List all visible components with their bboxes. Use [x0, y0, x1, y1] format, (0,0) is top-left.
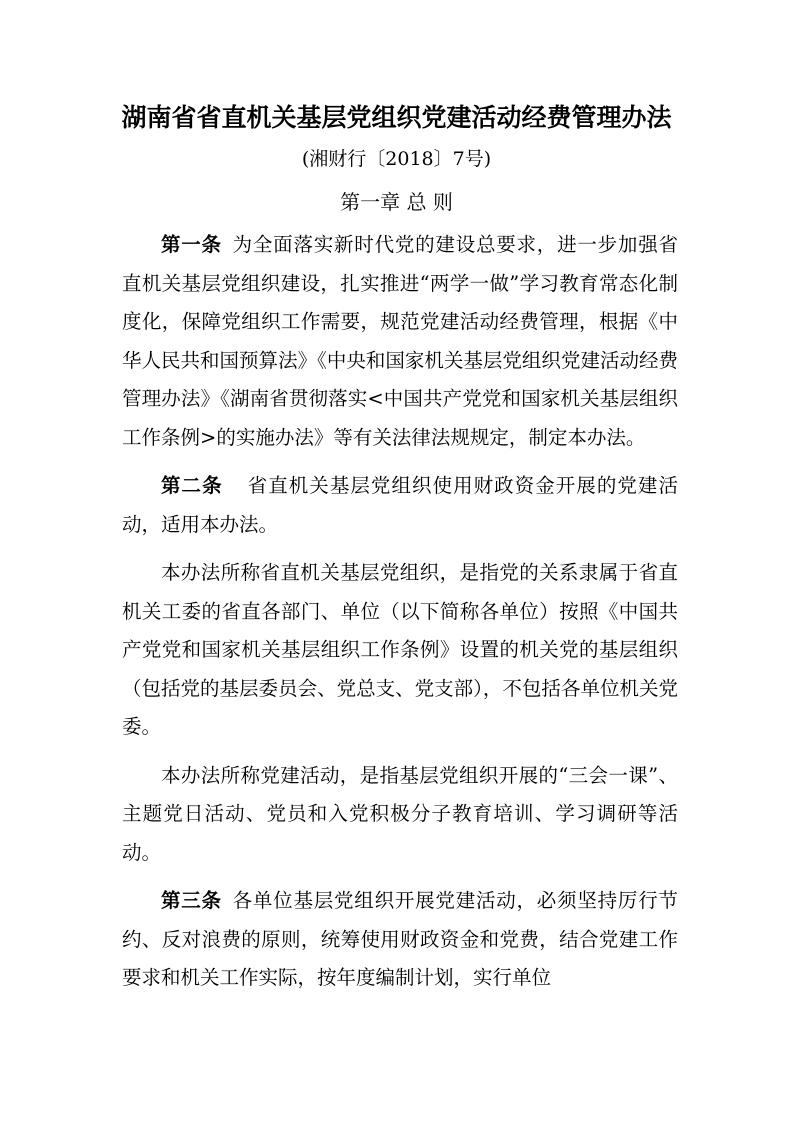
- article-3-text: 各单位基层党组织开展党建活动，必须坚持厉行节约、反对浪费的原则，统筹使用财政资金和党费，结合党建工作要求和机关工作实际，按年度编制计划，实行单位: [122, 889, 678, 989]
- document-body: [122, 226, 678, 1008]
- article-2-definition-paragraph: [122, 554, 678, 747]
- article-1-text: 为全面落实新时代党的建设总要求，进一步加强省直机关基层党组织建设，扎实推进“两学一做”学习教育常态化制度化，保障党组织工作需要，规范党建活动经费管理，根据《中华人民共和国预算法》《中央和国家机关基层党组织党建活动经费管理办法》《湖南省贯彻落实<中国共产党党和国家机关基层组织工作条例>的实施办法》等有关法律法规规定，制定本办法。: [122, 233, 678, 449]
- article-2-activity-text: 本办法所称党建活动，是指基层党组织开展的“三会一课”、主题党日活动、党员和入党积极分子教育培训、学习调研等活动。: [122, 763, 678, 864]
- article-2-activity-paragraph: [122, 757, 678, 873]
- article-2-text: 省直机关基层党组织使用财政资金开展的党建活动，适用本办法。: [122, 474, 678, 536]
- article-2-label: 第二条: [161, 474, 223, 497]
- document-title: 湖南省省直机关基层党组织党建活动经费管理办法: [121, 103, 672, 132]
- document-number: (湘财行〔2018〕7号): [301, 148, 492, 170]
- article-1-label: 第一条: [161, 233, 222, 256]
- article-1-paragraph: [122, 226, 678, 457]
- article-2-definition-text: 本办法所称省直机关基层党组织，是指党的关系隶属于省直机关工委的省直各部门、单位（以下简称各单位）按照《中国共产党党和国家机关基层组织工作条例》设置的机关党的基层组织（包括党的基层委员会、党总支、党支部），不包括各单位机关党委。: [122, 561, 678, 738]
- article-2-paragraph: [122, 467, 678, 544]
- article-3-paragraph: [122, 882, 678, 998]
- article-3-label: 第三条: [161, 889, 222, 912]
- chapter-heading: 第一章 总 则: [340, 190, 453, 214]
